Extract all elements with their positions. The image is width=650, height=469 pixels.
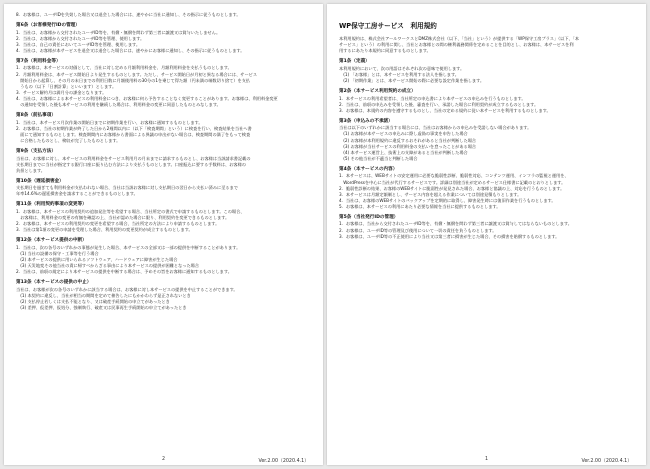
body-text-line: (4) 本サービス運営上、技術上の支障があると当社が判断した場合 [339, 149, 468, 155]
body-text-line: (3) 差押、仮差押、仮処分、強制執行、破産又は民事再生手続開始の申立てがあったとき [16, 305, 187, 311]
body-text-line: 8．お客様は、ユーザIDを失効した場合又は退会した場合には、速やかに当社に通知し、その指示に従うものとします。 [16, 12, 241, 17]
body-text-line: 2．お客様は、本サービスの利用契約の変更を希望する場合、当社所定の方法により申請するものとします。 [16, 221, 220, 227]
body-text-line: 2．当社は、前項の申込みを受領した後、審査を行い、承諾した場合に利用契約が成立するものとします。 [339, 101, 539, 107]
body-text-line: 4．当社は、お客様が本サービスを退会又は退会した場合には、速やかにお客様に通知し、その指示に従うものとします。 [16, 47, 245, 53]
body-text-line: 3．お客様は、本規約の内容を遵守するものとし、当社の定める規約に従い本サービスを利用するものとします。 [339, 107, 551, 113]
body-text-line: 負担とします。 [16, 167, 45, 173]
section-heading: 第7条（利用料金等） [16, 58, 61, 64]
body-text-line: 年率14.6%の遅延損害金を請求することができるものとします。 [16, 191, 138, 197]
body-text-line: 本利用規約において、次の用語はそれぞれ次の意味で使用します。 [339, 65, 465, 71]
body-text-line: 2．当社は、前項の規定により本サービスの提供を中断する場合は、予めその旨をお客様に通知するものとします。 [16, 269, 232, 275]
section-heading: 第1条（定義） [339, 59, 370, 65]
body-text-line: 3．当社は第1項の変更の申請を受理した場合、利用契約の変更契約が成立するものとします。 [16, 227, 193, 233]
body-text-line: (1) 当社の設備の保守・工事等を行う場合 [16, 250, 99, 256]
body-text-line: (2) 「初期作業」とは、本サービス開始の際に必要な設定作業を指します。 [339, 77, 485, 83]
body-text-line: 1．当社は、お客様から交付されたユーザID等を、有償・無償を問わず第三者に譲渡又は貸与いたしません。 [16, 29, 221, 35]
right-page-content [339, 12, 636, 240]
section-heading: 第6条（お客様発行IDの管理） [16, 23, 80, 29]
left-page-content [16, 12, 313, 311]
body-text-line: 支払期日を過ぎても利用料金が支払われない場合、当社は当該お客様に対し支払期日の翌日から支払い済みに至るまで [16, 185, 238, 191]
body-text-line: に合格したものとし、検収が完了したものとします。 [16, 137, 121, 143]
body-text-line: 開始日から起算し、その月の末日までの利用日数に月額使用料の30分の1を乗じて得た額（円未満の端数切り捨て）を支払 [16, 77, 251, 83]
body-text-line: (3) お客様が当社サービスの利用料金の支払いを怠ったことがある場合 [339, 143, 477, 149]
body-text-line: 2．お客様は、当社の初期作業が終了した日から2週間以内に（以下「検査期間」という）に検査を行い、検査結果を当社へ書 [16, 125, 252, 131]
body-text-line: 2．お客様は、ユーザID等の管理及び使用について一切の責任を負うものとします。 [339, 227, 497, 233]
right-page [327, 4, 646, 465]
body-text-line: 3．当社は、自己の責任においてユーザID等を管理、使用します。 [16, 41, 141, 47]
page-number: 2 [161, 457, 166, 462]
body-text-line: (2) 支払停止若しくは支払不能となり、又は破産手続開始の申立てがあったとき [16, 299, 170, 304]
body-text-line: (2) お客様が本利用規約に違反するおそれがあると当社が判断した場合 [339, 137, 477, 143]
body-text-line: 5．お客様は、本サービスの利用にあたり必要な情報を当社に提供するものとします。 [339, 203, 501, 209]
section-heading: 第12条（本サービス提供の中断） [16, 238, 87, 244]
body-text-line: (2) 本サービスの提供に用いられるソフトウェア、ハードウェアに障害が生じた場合 [16, 257, 178, 263]
left-page [4, 4, 323, 465]
body-text-line: 2．月額利用料金は、本サービス開始日より発生するものとします。ただし、サービス開始日が月初と異なる場合には、サービス [16, 71, 258, 77]
version-label: Ver.2.00（2020.4.1） [581, 459, 632, 464]
body-text-line: 4．当社は、お客様による本サービスの利用料金につき、お客様に何ら予告することなく変更することがあります。お客様は、利用料金変更 [16, 95, 278, 101]
body-text-line: (1) 「お客様」とは、本サービスを利用する法人を指します。 [339, 71, 459, 77]
body-text-line: 1．お客様は、本サービスの利用契約の追加発注等を希望する場合、当社所定の書式で申請するものとします。この場合、 [16, 208, 245, 214]
body-text-line: 2．当社は、お客様から交付されたユーザID等を管理、使用します。 [16, 35, 145, 41]
body-text-line: 当社は、お客様に対し、本サービスの利用料金をサービス利用月の月末までに請求するものとし、お客様は当該請求書記載の [16, 155, 251, 161]
body-text-line: 1．当社は、本サービス月次作業の開始日までに初期作業を行い、お客様に通知するものとします。 [16, 119, 203, 125]
body-text-line: 1．お客様は、当社から交付されたユーザID等を、有償・無償を問わず第三者に譲渡又は貸与してはならないものとします。 [339, 221, 572, 227]
version-label: Ver.2.00（2020.4.1） [258, 459, 309, 464]
section-heading: 第2条（本サービス利用契約の成立） [339, 89, 416, 95]
body-text-line: 1．本サービスは、WEBサイトの安定運用に必要な脆弱性診断、脆弱性対応、コンテンツ運用、インフラの監視と運用を、 [339, 173, 569, 179]
body-text-line: (5) その他当社が不適当と判断した場合 [339, 155, 418, 161]
section-heading: 第3条（申込みの不承諾） [339, 118, 393, 124]
body-text-line: 4．当社は、お客様のWEBサイトのバックアップを定期的に取得し、障害発生時には復旧作業を行うものとします。 [339, 197, 556, 203]
section-heading: 第9条（支払方法） [16, 149, 56, 154]
body-text-line: 1．本サービスの利用希望者は、当社所定の申込書により本サービスの申込みを行うものとします。 [339, 95, 526, 101]
body-text-line: 本利用規約は、株式会社アールワークスとDMZ株式会社（以下、「当社」という）が提供する「WP保守工房プラス」（以下、「本 [339, 36, 580, 41]
body-text-line: 当社は、お客様が次の各号のいずれかに該当する場合は、お客様に対し本サービスの提供を中止することができます。 [16, 286, 238, 292]
page-number: 1 [484, 457, 489, 462]
body-text-line: 1．当社は、次の各号のいずれかの事態が発生した場合、本サービスの全部又は一部の提供を中断することがあります。 [16, 244, 241, 250]
body-text-line: の通知を受領した後も本サービスの利用を継続した場合は、利用料金の変更に同意したものとみなします。 [16, 102, 221, 108]
body-text-line: WordPressを中心に当社が代行するサービスです。詳細は別途当社が定めるサービス仕様書に記載のとおりとします。 [339, 179, 566, 185]
section-heading: 第4条（本サービスの内容） [339, 166, 398, 172]
body-text-line: (1) お客様が本サービスの申込みに際し虚偽の事実を申告した場合 [339, 131, 468, 137]
body-text-line: 1．お客様は、本サービスの対価として、当社に対し定める月額利用料金を、月額利用料金を支払うものとします。 [16, 65, 232, 71]
body-text-line: 当社は以下のいずれかに該当する場合には、当社はお客様からの申込みを受諾しない場合があります。 [339, 125, 532, 131]
body-text-line: 用するにあたり本規約に同意するものとします。 [339, 48, 431, 54]
body-text-line: 面にて通知するものとします。検査期間内にお客様から書面による異議の申出がない場合は、検査期間の満了をもって検査 [16, 131, 251, 137]
body-text-line: 3．サービス解約月は満月分の課金となります。 [16, 89, 107, 95]
section-heading: 第10条（遅延損害金） [16, 178, 64, 184]
section-heading: 第5条（当社発行IDの管理） [339, 214, 399, 220]
body-text-line: サービス」という）の利用に関し、当社とお客様との間の権利義務関係を定めることを目的とし、お客様は、本サービスを利 [339, 42, 574, 48]
section-heading: 第11条（利用契約事項の変更等） [16, 202, 87, 208]
document-title: WP保守工房サービス 利用規約 [339, 22, 437, 30]
body-text-line: (3) 天災地変その他当社の責に帰すべからざる事由により本サービスの提供が困難となった場合 [16, 263, 200, 269]
section-heading: 第8条（前払事項） [16, 113, 56, 119]
body-text-line: (1) 本契約に違反し、当社が相当の期間を定めて催告したにもかかわらず是正されないとき [16, 292, 191, 298]
body-text-line: 2．脆弱性診断の結果、お客様のWEBサイトに脆弱性が発見された場合、お客様と協議の上、対応を行うものとします。 [339, 185, 565, 191]
body-text-line: うもの（以下「日割計算」といいます）とします。 [16, 83, 117, 89]
right-page-sections [339, 36, 636, 240]
body-text-line: 支払期日までに当社が指定する銀行口座に振り込む方法により支払うものとします。口座振込に要する手数料は、お客様の [16, 161, 246, 167]
body-text-line: お客様は、利用料金の変更の有無を確認の上、当社が認めた場合に限り、利用契約を変更できるものとします。 [16, 215, 230, 221]
body-text-line: 3．お客様は、ユーザID等の不正使用により当社又は第三者に損害が生じた場合、その損害を賠償するものとします。 [339, 233, 560, 239]
body-text-line: 3．本サービスは月額定額制とし、サービス内容を超える作業については別途見積もりとします。 [339, 191, 522, 197]
section-heading: 第13条（本サービスの提供の中止） [16, 280, 92, 286]
